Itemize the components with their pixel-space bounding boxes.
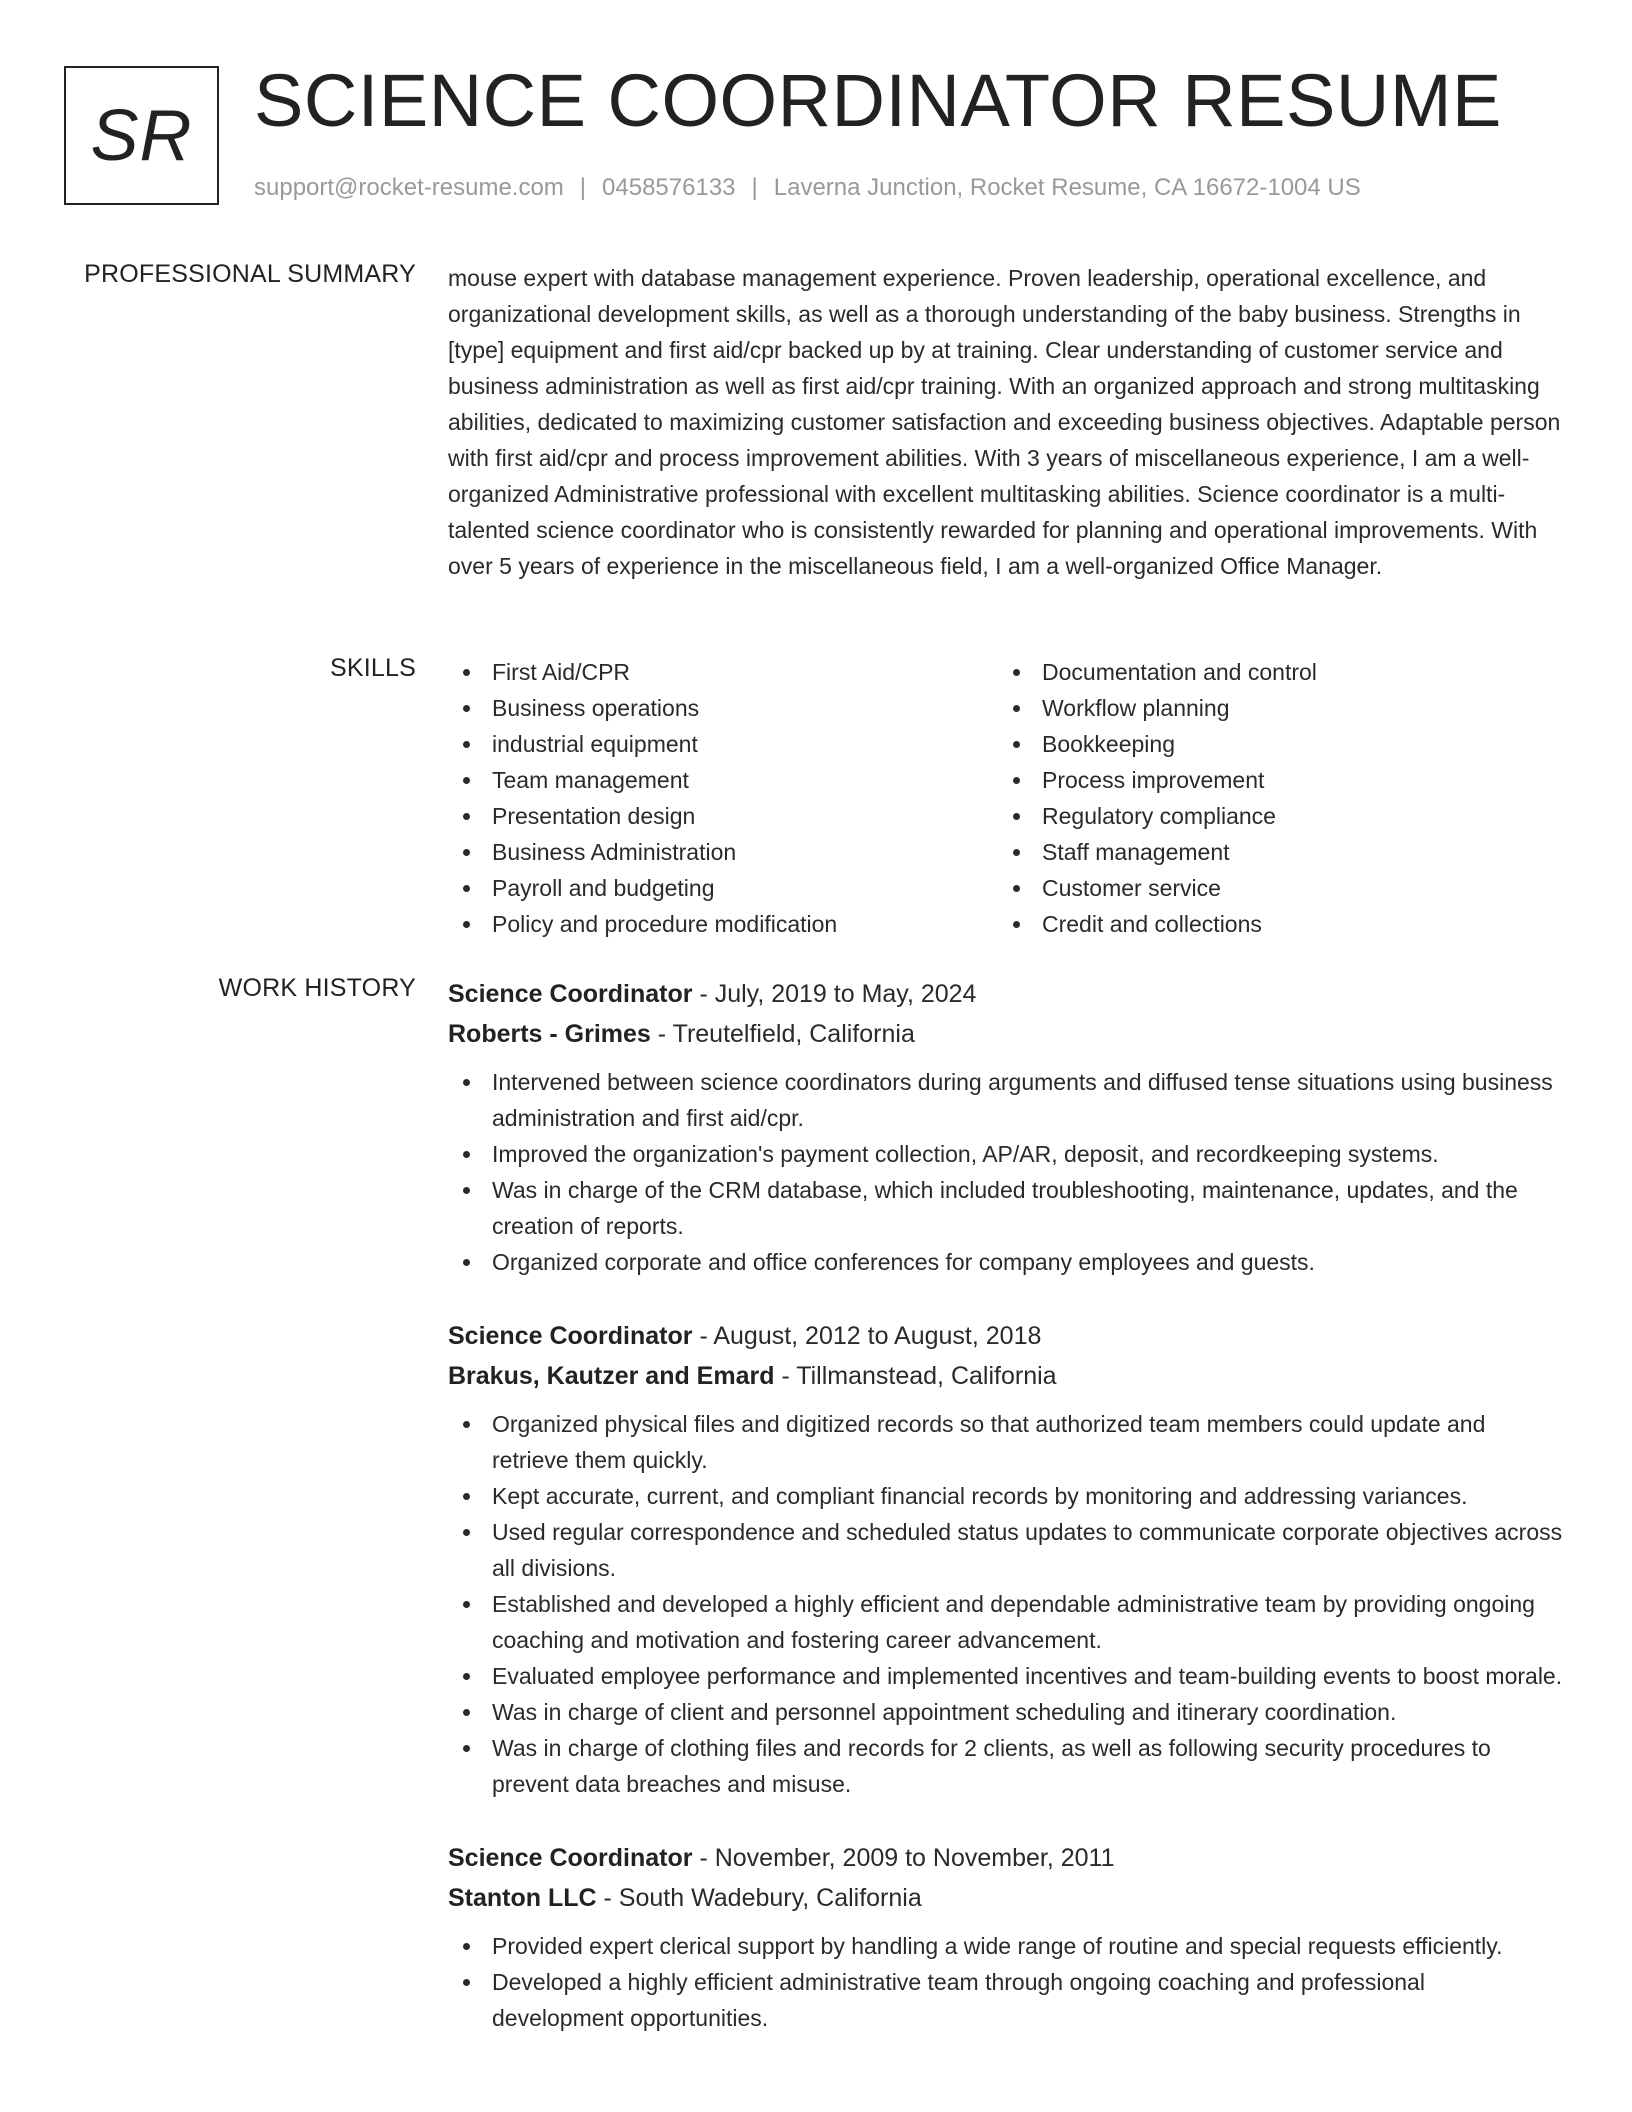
skill-item: Bookkeeping bbox=[998, 726, 1548, 762]
skill-item: Customer service bbox=[998, 870, 1548, 906]
job-bullets bbox=[448, 1928, 1563, 2036]
summary-text: mouse expert with database management experience. Proven leadership, operational excellence, and organizational development skills, as well as a thorough understanding of the baby business. Strengths in [type] equipment and first aid/cpr backed up by at training. Clear understanding of customer service and business administration as well as first aid/cpr training. With an organized approach and strong multitasking abilities, dedicated to maximizing customer satisfaction and exceeding business objectives. Adaptable person with first aid/cpr and process improvement abilities. With 3 years of miscellaneous experience, I am a well-organized Administrative professional with excellent multitasking abilities. Science coordinator is a multi-talented science coordinator who is consistently rewarded for planning and operational improvements. With over 5 years of experience in the miscellaneous field, I am a well-organized Office Manager. bbox=[448, 265, 1561, 579]
job-bullet: Improved the organization's payment collection, AP/AR, deposit, and recordkeeping systems. bbox=[448, 1136, 1563, 1172]
skill-item: First Aid/CPR bbox=[448, 654, 998, 690]
work-history-heading: WORK HISTORY bbox=[218, 974, 416, 1002]
job-title: Science Coordinator bbox=[448, 1322, 693, 1350]
work-history-body bbox=[448, 974, 1563, 2072]
skills-heading: SKILLS bbox=[330, 654, 416, 682]
job-entry bbox=[448, 1316, 1563, 1802]
skill-item: Presentation design bbox=[448, 798, 998, 834]
skill-item: Payroll and budgeting bbox=[448, 870, 998, 906]
skills-columns bbox=[448, 654, 1563, 942]
job-company-line bbox=[448, 1878, 1563, 1918]
job-company: Stanton LLC bbox=[448, 1884, 597, 1912]
contact-address: Laverna Junction, Rocket Resume, CA 16672-1004 US bbox=[773, 174, 1361, 201]
contact-separator: | bbox=[579, 174, 587, 201]
contact-line bbox=[254, 174, 1361, 202]
job-bullet: Provided expert clerical support by handling a wide range of routine and special requests efficiently. bbox=[448, 1928, 1563, 1964]
job-bullet: Established and developed a highly efficient and dependable administrative team by providing ongoing coaching and motivation and fostering career advancement. bbox=[448, 1586, 1563, 1658]
job-dates: - November, 2009 to November, 2011 bbox=[692, 1844, 1115, 1872]
job-bullet: Was in charge of the CRM database, which included troubleshooting, maintenance, updates, and the creation of reports. bbox=[448, 1172, 1563, 1244]
skill-item: Workflow planning bbox=[998, 690, 1548, 726]
skill-item: Credit and collections bbox=[998, 906, 1548, 942]
job-bullet: Evaluated employee performance and implemented incentives and team-building events to boost morale. bbox=[448, 1658, 1563, 1694]
monogram-box bbox=[64, 66, 219, 205]
job-entry bbox=[448, 974, 1563, 1280]
job-title-line bbox=[448, 1838, 1563, 1878]
job-company-line bbox=[448, 1356, 1563, 1396]
job-bullet: Kept accurate, current, and compliant financial records by monitoring and addressing variances. bbox=[448, 1478, 1563, 1514]
job-company: Roberts - Grimes bbox=[448, 1020, 651, 1048]
job-bullet: Organized physical files and digitized records so that authorized team members could update and retrieve them quickly. bbox=[448, 1406, 1563, 1478]
contact-phone[interactable]: 0458576133 bbox=[602, 174, 736, 201]
job-title: Science Coordinator bbox=[448, 980, 693, 1008]
monogram-initials: SR bbox=[90, 95, 193, 176]
job-location: - Tillmanstead, California bbox=[774, 1362, 1057, 1390]
job-company-line bbox=[448, 1014, 1563, 1054]
skill-item: Documentation and control bbox=[998, 654, 1548, 690]
job-company: Brakus, Kautzer and Emard bbox=[448, 1362, 775, 1390]
skill-item: Staff management bbox=[998, 834, 1548, 870]
summary-heading: PROFESSIONAL SUMMARY bbox=[84, 260, 416, 288]
skill-item: industrial equipment bbox=[448, 726, 998, 762]
job-dates: - July, 2019 to May, 2024 bbox=[692, 980, 977, 1008]
job-bullet: Intervened between science coordinators during arguments and diffused tense situations using business administration and first aid/cpr. bbox=[448, 1064, 1563, 1136]
skill-item: Business operations bbox=[448, 690, 998, 726]
job-location: - South Wadebury, California bbox=[596, 1884, 922, 1912]
contact-separator: | bbox=[751, 174, 758, 201]
job-bullet: Was in charge of clothing files and records for 2 clients, as well as following security procedures to prevent data breaches and misuse. bbox=[448, 1730, 1563, 1802]
skill-item: Policy and procedure modification bbox=[448, 906, 998, 942]
summary-body bbox=[448, 260, 1563, 584]
skills-list-left bbox=[448, 654, 998, 942]
job-dates: - August, 2012 to August, 2018 bbox=[692, 1322, 1042, 1350]
skills-list-right bbox=[998, 654, 1548, 942]
skill-item: Regulatory compliance bbox=[998, 798, 1548, 834]
skill-item: Team management bbox=[448, 762, 998, 798]
job-bullet: Used regular correspondence and scheduled status updates to communicate corporate objectives across all divisions. bbox=[448, 1514, 1563, 1586]
job-title: Science Coordinator bbox=[448, 1844, 693, 1872]
contact-email[interactable]: support@rocket-resume.com bbox=[254, 174, 564, 201]
job-entry bbox=[448, 1838, 1563, 2036]
skill-item: Process improvement bbox=[998, 762, 1548, 798]
job-title-line bbox=[448, 1316, 1563, 1356]
job-bullet: Developed a highly efficient administrative team through ongoing coaching and professional development opportunities. bbox=[448, 1964, 1563, 2036]
job-location: - Treutelfield, California bbox=[650, 1020, 915, 1048]
job-bullet: Organized corporate and office conferences for company employees and guests. bbox=[448, 1244, 1563, 1280]
skill-item: Business Administration bbox=[448, 834, 998, 870]
resume-title: SCIENCE COORDINATOR RESUME bbox=[254, 59, 1502, 142]
job-bullets bbox=[448, 1406, 1563, 1802]
job-bullets bbox=[448, 1064, 1563, 1280]
job-bullet: Was in charge of client and personnel appointment scheduling and itinerary coordination. bbox=[448, 1694, 1563, 1730]
job-title-line bbox=[448, 974, 1563, 1014]
